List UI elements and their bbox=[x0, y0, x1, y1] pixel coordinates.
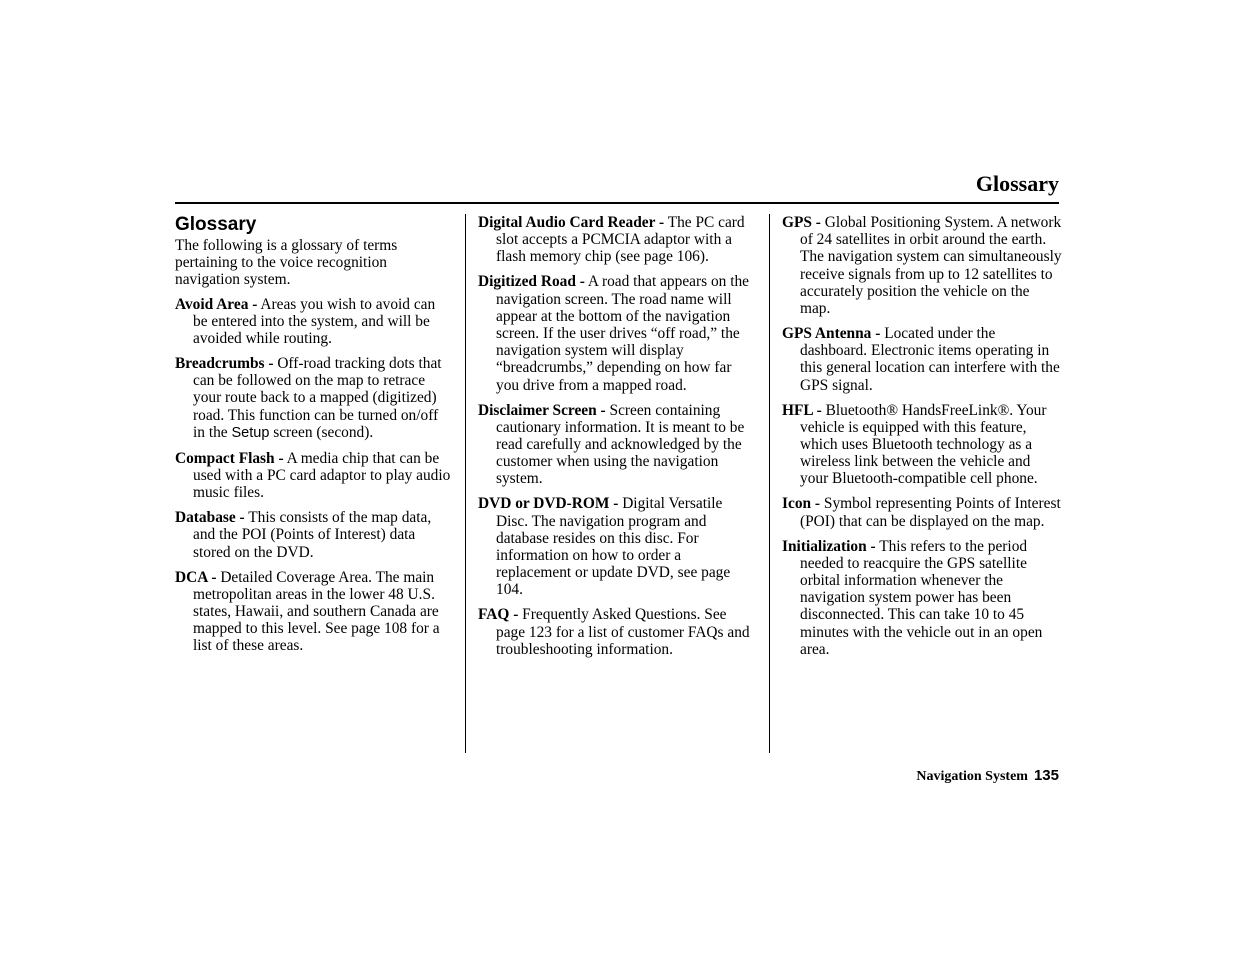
glossary-entry-compact-flash bbox=[175, 450, 453, 502]
definition: Bluetooth® HandsFreeLink®. Your vehicle is equipped with this feature, which uses Bluetooth technology as a wireless link between the vehicle and your Bluetooth-compatible cell phone. bbox=[800, 401, 1047, 488]
glossary-entry-faq bbox=[478, 606, 758, 658]
term: FAQ - bbox=[478, 606, 519, 624]
term: Avoid Area - bbox=[175, 295, 258, 313]
term: HFL - bbox=[782, 401, 822, 419]
column-left bbox=[175, 214, 453, 662]
page-footer bbox=[916, 766, 1059, 787]
glossary-entry-dca bbox=[175, 569, 453, 655]
glossary-entry-database bbox=[175, 509, 453, 561]
section-intro: The following is a glossary of terms pertaining to the voice recognition navigation system. bbox=[175, 237, 398, 289]
definition: Frequently Asked Questions. See page 123 for a list of customer FAQs and troubleshooting information. bbox=[496, 606, 750, 658]
footer-label: Navigation System bbox=[916, 769, 1028, 784]
section-heading: Glossary bbox=[175, 214, 257, 235]
definition: A road that appears on the navigation screen. The road name will appear at the bottom of the navigation screen. If the user drives “off road,” the navigation system will display “breadcrumbs,” depending on how far you drive from a mapped road. bbox=[496, 273, 749, 394]
term: Digitized Road - bbox=[478, 273, 585, 291]
term: Database - bbox=[175, 509, 245, 527]
glossary-entry-disclaimer-screen bbox=[478, 402, 758, 488]
definition: This refers to the period needed to reacquire the GPS satellite orbital information whenever the navigation system power has been disconnected. This can take 10 to 45 minutes with the vehicle out in an open area. bbox=[800, 537, 1043, 658]
definition: This consists of the map data, and the POI (Points of Interest) data stored on the DVD. bbox=[193, 509, 432, 561]
term: Disclaimer Screen - bbox=[478, 401, 606, 419]
glossary-entry-icon bbox=[782, 495, 1062, 529]
definition-continued: screen (second). bbox=[269, 423, 374, 441]
definition: Screen containing cautionary information. It is meant to be read carefully and acknowledged by the customer when using the navigation system. bbox=[496, 401, 745, 488]
term: Icon - bbox=[782, 495, 821, 513]
definition: Off-road tracking dots that can be followed on the map to retrace your route back to a mapped (digitized) road. This function can be turned on/off in the bbox=[193, 355, 442, 441]
term: Compact Flash - bbox=[175, 449, 284, 467]
title-divider bbox=[175, 202, 1059, 204]
definition: Detailed Coverage Area. The main metropolitan areas in the lower 48 U.S. states, Hawaii, and southern Canada are mapped to this level. See page 108 for a list of these areas. bbox=[193, 568, 440, 655]
definition: The PC card slot accepts a PCMCIA adaptor with a flash memory chip (see page 106). bbox=[496, 214, 745, 266]
term: Digital Audio Card Reader - bbox=[478, 214, 665, 231]
definition: Located under the dashboard. Electronic items operating in this general location can interfere with the GPS signal. bbox=[800, 325, 1060, 394]
setup-screen-label: Setup bbox=[231, 424, 270, 441]
page-title: Glossary bbox=[975, 171, 1059, 196]
glossary-entry-hfl bbox=[782, 402, 1062, 488]
glossary-entry-breadcrumbs bbox=[175, 355, 453, 442]
definition: Global Positioning System. A network of 24 satellites in orbit around the earth. The navigation system can simultaneously receive signals from up to 12 satellites to accurately position the vehicle on the map. bbox=[800, 214, 1062, 318]
term: DCA - bbox=[175, 568, 217, 586]
glossary-entry-digital-audio-card-reader bbox=[478, 214, 758, 266]
page-number: 135 bbox=[1033, 767, 1059, 784]
definition: Symbol representing Points of Interest (POI) that can be displayed on the map. bbox=[800, 495, 1061, 530]
term: Initialization - bbox=[782, 537, 876, 555]
column-right bbox=[782, 214, 1062, 666]
term: GPS Antenna - bbox=[782, 325, 881, 343]
column-middle bbox=[478, 214, 758, 666]
definition: Digital Versatile Disc. The navigation program and database resides on this disc. For information on how to order a replacement or update DVD, see page 104. bbox=[496, 495, 731, 599]
definition: Areas you wish to avoid can be entered into the system, and will be avoided while routing. bbox=[193, 295, 436, 348]
term: Breadcrumbs - bbox=[175, 355, 274, 373]
definition: A media chip that can be used with a PC card adaptor to play audio music files. bbox=[193, 449, 451, 502]
term: DVD or DVD-ROM - bbox=[478, 495, 619, 513]
glossary-entry-avoid-area bbox=[175, 296, 453, 348]
column-divider-1 bbox=[465, 214, 466, 753]
glossary-entry-gps bbox=[782, 214, 1062, 317]
column-divider-2 bbox=[769, 214, 770, 753]
term: GPS - bbox=[782, 214, 821, 231]
glossary-entry-gps-antenna bbox=[782, 325, 1062, 394]
glossary-entry-digitized-road bbox=[478, 273, 758, 393]
glossary-entry-dvd-rom bbox=[478, 495, 758, 598]
glossary-entry-initialization bbox=[782, 538, 1062, 658]
